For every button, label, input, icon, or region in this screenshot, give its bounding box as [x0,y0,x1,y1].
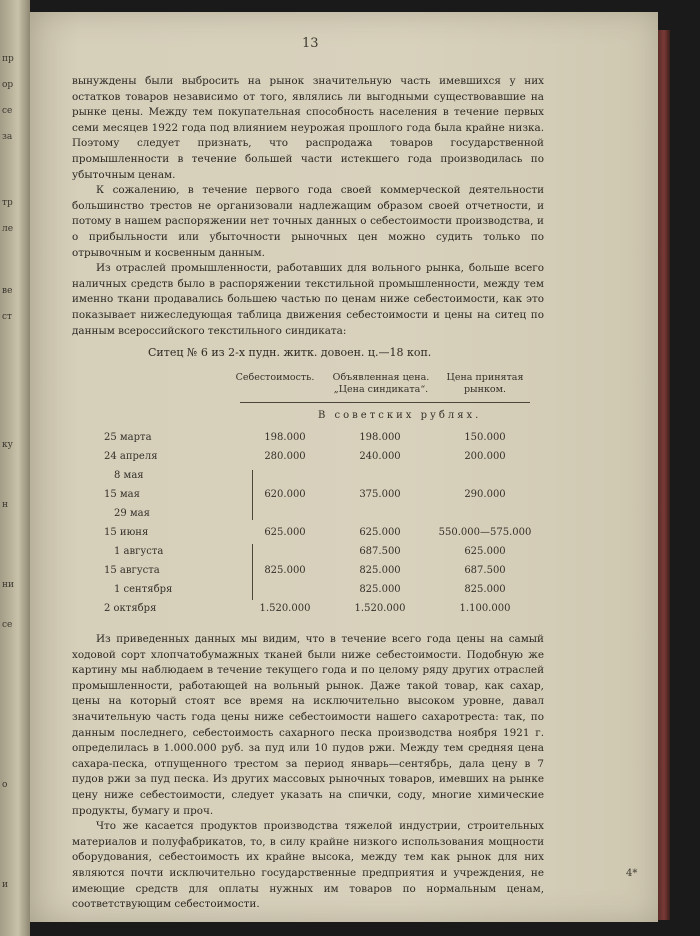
table-cell-announced: 240.000 [359,451,401,462]
table-header-rule [240,402,530,403]
table-cell-cost: 625.000 [264,527,306,538]
table-cell-announced: 687.500 [359,546,401,557]
margin-fragment: ст [2,312,13,322]
table-cell-accepted: 687.500 [464,565,506,576]
column-header-accepted: Цена принятая рынком. [446,372,524,395]
row-group-brace [252,544,253,600]
page-number: 13 [302,36,319,51]
table-row-date: 1 сентября [114,584,173,595]
table-cell-announced: 825.000 [359,584,401,595]
margin-fragment: тр [2,198,13,208]
margin-fragment: ор [2,80,14,90]
column-header-announced: Объявленная цена. „Цена синдиката“. [332,372,430,395]
table-cell-accepted: 625.000 [464,546,506,557]
book-page [30,12,658,922]
table-cell-accepted: 290.000 [464,489,506,500]
table-cell-cost: 280.000 [264,451,306,462]
table-cell-accepted: 150.000 [464,432,506,443]
margin-fragment: ве [2,286,13,296]
margin-fragment: и [2,880,8,890]
column-header-cost: Себестоимость. [235,372,315,383]
table-cell-accepted: 825.000 [464,584,506,595]
margin-fragment: пр [2,54,14,64]
paragraph: К сожалению, в течение первого года своей коммерческой деятельности большинство трестов не организовали надлежащим образом своей отчетности, и потому в нашем распоряжении нет точных данных о себестоимости производства, и о прибыльности или убыточности рыночных цен можно судить только по отрывочным и косвенным данным. [72,184,544,259]
table-cell-cost: 1.520.000 [259,603,311,614]
table-cell-accepted: 550.000—575.000 [438,527,532,538]
table-row-date: 15 июня [104,527,149,538]
margin-fragment: о [2,780,8,790]
table-row-date: 1 августа [114,546,164,557]
table-cell-cost: 825.000 [264,565,306,576]
margin-fragment: за [2,132,13,142]
table-cell-announced: 1.520.000 [354,603,406,614]
body-text-bottom [72,632,544,913]
paragraph: Из приведенных данных мы видим, что в течение всего года цены на самый ходовой сорт хлопчатобумажных тканей были ниже себестоимости. Подобную же картину мы наблюдаем в течение текущего года и по целому ряду других отраслей промышленности, работающей на вольный рынок. Даже такой товар, как сахар, цены на который стоят все время на исключительно высоком уровне, давал значительную часть года цены ниже себестоимости нашего сахаротреста: так, по данным последнего, себестоимость сахарного песка производства ноября 1921 г. определилась в 1.000.000 руб. за пуд или 10 пудов ржи. Между тем средняя цена сахара-песка, отпущенного трестом за период январь—сентябрь, дала цену в 7 пудов ржи за пуд песка. Из других массовых рыночных товаров, имевших на рынке цену ниже себестоимости, следует указать на спички, соду, многие химические продукты, бумагу и проч. [72,633,544,817]
table-cell-announced: 198.000 [359,432,401,443]
row-group-brace [252,470,253,520]
paragraph: Из отраслей промышленности, работавших для вольного рынка, больше всего наличных средств было в распоряжении текстильной промышленности, между тем именно ткани продавались большею частью по ценам ниже себестоимости, как это показывает нижеследующая таблица движения себестоимости и цены на ситец по данным всероссийского текстильного синдиката: [72,262,544,337]
margin-fragment: се [2,106,13,116]
paragraph: вынуждены были выбросить на рынок значительную часть имевшихся у них остатков товаров независимо от того, являлись ли выгодными существовавшие на рынке цены. Между тем покупательная способность населения в течение первых семи месяцев 1922 года под влиянием неурожая прошлого года была крайне низка. Поэтому следует признать, что распродажа товаров государственной промышленности в течение большей части истекшего года производилась по убыточным ценам. [72,75,544,181]
table-row-date: 15 мая [104,489,140,500]
margin-fragment: ку [2,440,13,450]
facing-page-edge [0,0,30,936]
table-cell-announced: 375.000 [359,489,401,500]
table-title: Ситец № 6 из 2-х пудн. житк. довоен. ц.—18 коп. [148,346,432,359]
body-text-top [72,74,544,339]
table-row-date: 2 октября [104,603,157,614]
margin-fragment: ни [2,580,14,590]
table-row-date: 15 августа [104,565,160,576]
margin-fragment: се [2,620,13,630]
table-cell-announced: 625.000 [359,527,401,538]
margin-fragment: ле [2,224,14,234]
margin-fragment: н [2,500,8,510]
table-cell-announced: 825.000 [359,565,401,576]
table-row-date: 25 марта [104,432,152,443]
table-cell-cost: 198.000 [264,432,306,443]
book-cover-edge [658,30,670,920]
table-cell-cost: 620.000 [264,489,306,500]
paragraph: Что же касается продуктов производства тяжелой индустрии, строительных материалов и полуфабрикатов, то, в силу крайне низкого использования мощности оборудования, себестоимость их крайне высока, между тем как рынок для них являются почти исключительно государственные предприятия и учреждения, не имеющие средств для оплаты нужных им товаров по нормальным ценам, соответствующим себестоимости. [72,820,544,911]
table-cell-accepted: 1.100.000 [459,603,511,614]
table-cell-accepted: 200.000 [464,451,506,462]
table-row-date: 29 мая [114,508,150,519]
table-row-date: 24 апреля [104,451,158,462]
table-row-date: 8 мая [114,470,144,481]
printer-signature: 4* [626,868,638,879]
currency-note: В советских рублях. [318,410,482,421]
